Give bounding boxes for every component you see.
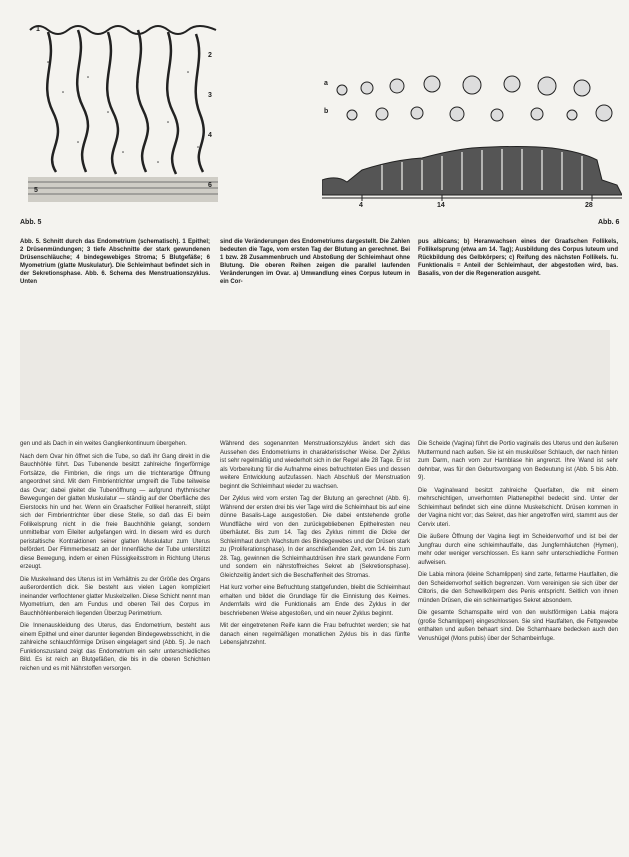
col1-paragraph: gen und als Dach in ein weites Ganglienkontinuum übergehen.: [20, 441, 187, 447]
figure-menstrual-cycle: [322, 70, 622, 210]
col2-paragraph: Hat kurz vorher eine Befruchtung stattgefunden, bleibt die Schleimhaut erhalten und bildet die Grundlage für die Einnistung des Keimes. Andernfalls wird die Funktionalis am Ende des Zyklus in der beschriebenen Weise abgestoßen, und ein neuer Zyklus beginnt.: [220, 585, 410, 617]
col3-paragraph: Die Scheide (Vagina) führt die Portio vaginalis des Uterus und den äußeren Muttermund nach außen. Sie ist ein muskulöser Schlauch, der nach hinten zum Darm, nach vorn zur Harnblase hin angrenzt. Ihre Wand ist sehr dehnbar, was für den Geburtsvorgang von Bedeutung ist (Abb. 5 bis Abb. 9).: [418, 441, 618, 481]
col3-paragraph: Die Vaginalwand besitzt zahlreiche Querfalten, die mit einem mehrschichtigen, unverhornten Plattenepithel bedeckt sind. Unter der Schleimhaut befindet sich eine dünne Muskelschicht. Drüsen kommen in der Vagina nicht vor; das Sekret, das hier angetroffen wird, stammt aus der Cervix uteri.: [418, 487, 618, 528]
fig5-number-1: 1: [36, 26, 40, 33]
fig6-letter-a: a: [324, 80, 328, 87]
menstrual-cycle-illustration: [322, 70, 622, 210]
fig6-day-14: 14: [437, 202, 445, 209]
caption-abb6-start: Abb. 6. Schema des Menstruationszyklus. Unten: [20, 271, 210, 285]
caption-column-2: sind die Veränderungen des Endometriums dargestellt. Die Zahlen bedeuten die Tage, vom ersten Tag der Blutung an gerechnet. Bei 1 bzw. 28 Zusammenbruch und Abstoßung der Schleimhaut ohne Blutung. Die oberen Reihen zeigen die parallel laufenden Veränderungen im Ovar. a) Umwandlung eines Corpus luteum in ein Cor-: [220, 239, 410, 285]
caption-column-1: [20, 238, 210, 302]
fig6-day-4: 4: [359, 202, 363, 209]
figure-6-label: Abb. 6: [598, 219, 620, 226]
text-column-3: [418, 440, 618, 840]
fig5-number-3: 3: [208, 92, 212, 99]
caption-column-3: pus albicans; b) Heranwachsen eines der Graafschen Follikels, Follikelsprung (etwa am 14. Tag); Ausbildung des Corpus luteum und Rückbildung des Gelbkörpers; c) Reifung des nächsten Follikels. fu. Funktionalis = Anteil der Schleimhaut, der abgestoßen wird, bas. Basalis, von der die Regeneration ausgeht.: [418, 239, 618, 277]
figure-endometrium-section: [28, 22, 218, 202]
fig5-number-4: 4: [208, 132, 212, 139]
col1-paragraph: Die Innenauskleidung des Uterus, das Endometrium, besteht aus einem Epithel und einer darunter liegenden Bindegewebsschicht, in die zahlreiche schlauchförmige Drüsen eingelagert sind (Abb. 5). Je nach Funktionszustand zeigt das Endometrium ein sehr unterschiedliches Bild. Es ist reich an Blutgefäßen, die bis in die oberen Schichten reichen und es mit Nährstoffen versorgen.: [20, 623, 210, 672]
text-column-2: [220, 440, 410, 840]
figure-5-label: Abb. 5: [20, 219, 42, 226]
col1-paragraph: Nach dem Ovar hin öffnet sich die Tube, so daß ihr Gang direkt in die Bauchhöhle führt. Das Tubenende besitzt zahlreiche fingerförmige Fortsätze, die Fimbrien, die rings um die trichterartige Öffnung angeordnet sind. Mit dem Fimbrientrichter umgreift die Tube teilweise das Ovar; dabei gleitet die Tubenöffnung — aufgrund rhythmischer Bewegungen der glatten Muskulatur — ständig auf der Oberfläche des Eierstocks hin und her. Wenn ein Graafscher Follikel heranreift, stülpt sich der Fimbrientrichter über diese Stelle, so daß das Ei beim Follikelsprung nicht in die freie Bauchhöhle gelangt, sondern unmittelbar vom Eileiter aufgefangen wird. In diesem wird es durch peristaltische Kontraktionen seiner glatten Muskulatur zum Uterus befördert. Der Flimmerbesatz an der Innenfläche der Tube unterstützt diese Bewegung, indem er einen Flüssigkeitsstrom in Richtung Uterus erzeugt.: [20, 453, 210, 570]
endometrium-illustration: [28, 22, 218, 202]
col1-paragraph: Die Muskelwand des Uterus ist im Verhältnis zu der Größe des Organs außerordentlich dick. Sie besteht aus vielen Lagen kompliziert ineinander verflochtener glatter Muskelzellen. Diese Schicht nennt man Myometrium, den am Fundus und oberen Teil des Corpus im Bauchhöhlenbereich liegenden Überzug Perimetrium.: [20, 576, 210, 617]
fig5-number-5: 5: [34, 187, 38, 194]
col3-paragraph: Die gesamte Schamspalte wird von den wulstförmigen Labia majora (große Schamlippen) eingeschlossen. Sie sind Hautfalten, die Fettgewebe enthalten und außen behaart sind. Die Schamhaare bedecken auch den Venushügel (Mons pubis) über der Schambeinfuge.: [418, 610, 618, 642]
text-column-1: [20, 440, 210, 840]
fig6-day-28: 28: [585, 202, 593, 209]
blank-band: [20, 330, 610, 420]
col2-paragraph: Mit der eingetretenen Reife kann die Frau befruchtet werden; sie hat danach einen regelmäßigen monatlichen Zyklus bis in das fünfte Lebensjahrzehnt.: [220, 623, 410, 646]
col2-paragraph: Der Zyklus wird vom ersten Tag der Blutung an gerechnet (Abb. 6). Während der ersten drei bis vier Tage wird die Schleimhaut bis auf eine dünne Basalis-Lage ausgestoßen. Die dabei entstehende große Wundfläche wird von den zurückgebliebenen Epithelresten neu überhäutet. Bis zum 14. Tag des Zyklus nimmt die Dicke der Schleimhaut durch Wachstum des Bindegewebes und der Drüsen stark zu (Proliferationsphase). In der anschließenden Zeit, vom 14. bis zum 28. Tag, gewinnen die Schleimhautdrüsen ihre stark gewundene Form und sondern ein nährstoffreiches Sekret ab (Sekretionsphase). Gleichzeitig ändert sich die Beschaffenheit des Stromas.: [220, 496, 410, 579]
fig6-letter-b: b: [324, 108, 329, 115]
col2-paragraph: Während des sogenannten Menstruationszyklus ändert sich das Aussehen des Endometriums in charakteristischer Weise. Der Zyklus ist sehr regelmäßig und wiederholt sich in der Regel alle 28 Tage. Er ist als Vorbereitung für die Aufnahme eines befruchteten Eies und dessen weitere Entwicklung aufzufassen. Nach Abschluß der Menstruation beginnt die Schleimhaut wieder zu wachsen.: [220, 441, 410, 490]
col3-paragraph: Die Labia minora (kleine Schamlippen) sind zarte, fettarme Hautfalten, die den Scheidenvorhof seitlich begrenzen. Vorn vereinigen sie sich über der Clitoris, die den Schwellkörpern des Penis entspricht. Seitlich von ihnen münden Drüsen, die ein schleimartiges Sekret absondern.: [418, 572, 618, 604]
fig5-number-2: 2: [208, 52, 212, 59]
caption-abb5: Abb. 5. Schnitt durch das Endometrium (schematisch). 1 Epithel; 2 Drüsenmündungen; 3 tiefe Abschnitte der stark gewundenen Drüsenschläuche; 4 bindegewebiges Stroma; 5 Blutgefäße; 6 Myometrium (glatte Muskulatur). Die Schleimhaut befindet sich in der Sekretionsphase.: [20, 239, 210, 277]
col3-paragraph: Die äußere Öffnung der Vagina liegt im Scheidenvorhof und ist bei der Jungfrau durch eine schleimhautfalte, das Jungfernhäutchen (Hymen), mehr oder weniger verschlossen. Es kann sehr unterschiedliche Formen aufweisen.: [418, 534, 618, 566]
fig5-number-6: 6: [208, 182, 212, 189]
